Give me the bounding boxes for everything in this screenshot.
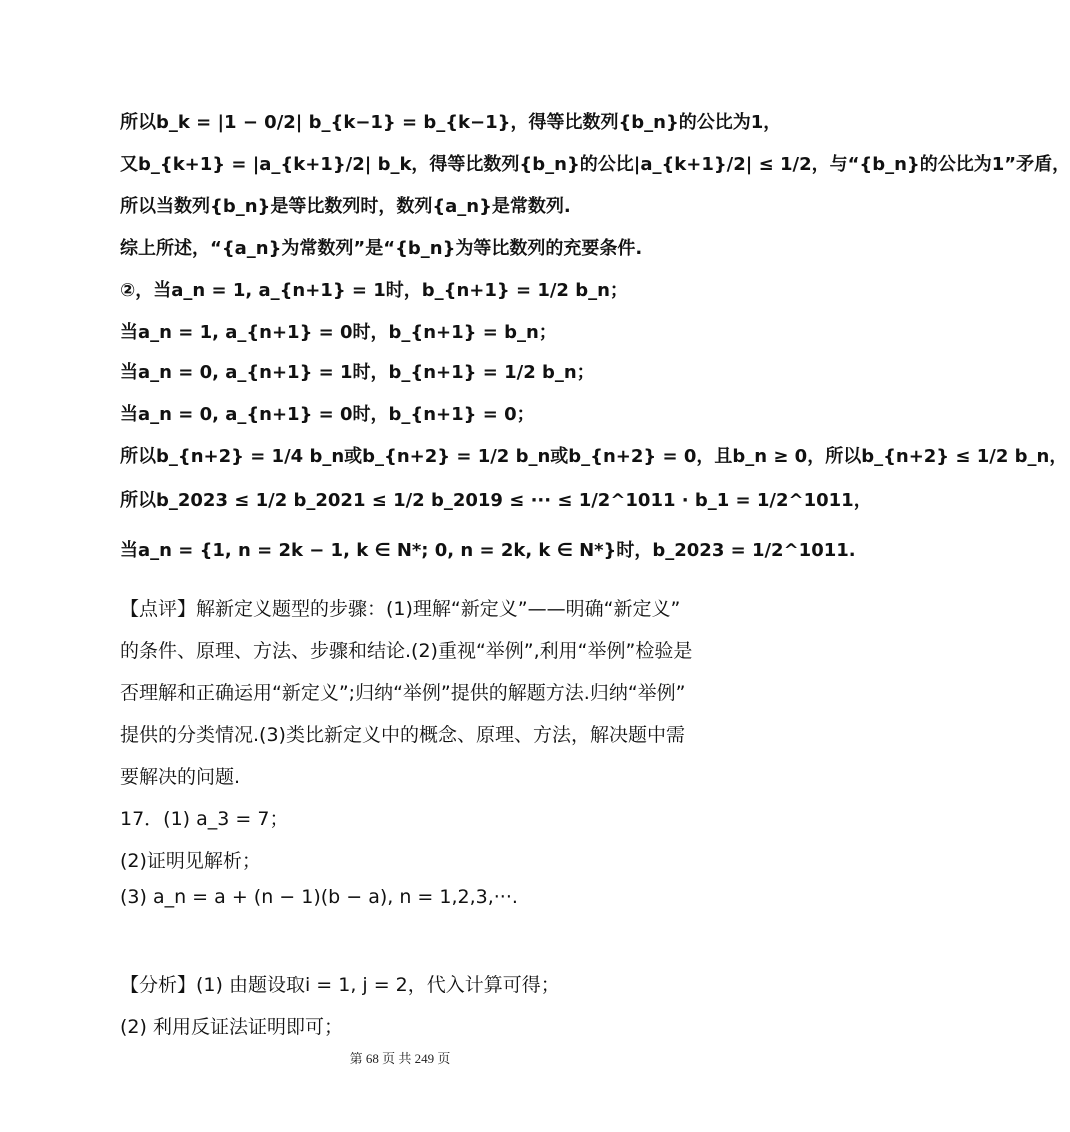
conclusion-line: 综上所述，“{a_n}为常数列”是“{b_n}为等比数列的充要条件. (120, 238, 643, 259)
piecewise-line: 当a_n = {1, n = 2k − 1, k ∈ N*; 0, n = 2k, k ∈ N*}时，b_2023 = 1/2^1011. (120, 540, 856, 561)
case-intro-line: ②，当a_n = 1, a_{n+1} = 1时，b_{n+1} = 1/2 b_n； (120, 280, 628, 301)
page-footer: 第 68 页 共 249 页 (349, 1051, 451, 1066)
case-line-4: 当a_n = 0, a_{n+1} = 0时，b_{n+1} = 0； (120, 404, 535, 425)
analysis-line-2: (2) 利用反证法证明即可； (120, 1016, 343, 1038)
answer-17-part2: (2)证明见解析； (120, 850, 261, 872)
comment-line-2: 的条件、原理、方法、步骤和结论.(2)重视“举例”,利用“举例”检验是 (120, 640, 693, 662)
bound-line: 所以b_{n+2} = 1/4 b_n或b_{n+2} = 1/2 b_n或b_{n+2} = 0，且b_n ≥ 0，所以b_{n+2} ≤ 1/2 b_n， (120, 446, 1068, 467)
answer-17-part3: (3) a_n = a + (n − 1)(b − a), n = 1,2,3,···. (120, 886, 518, 908)
case-line-3: 当a_n = 0, a_{n+1} = 1时，b_{n+1} = 1/2 b_n； (120, 362, 595, 383)
solution-line-3: 所以当数列{b_n}是等比数列时，数列{a_n}是常数列. (120, 196, 571, 217)
comment-line-4: 提供的分类情况.(3)类比新定义中的概念、原理、方法，解决题中需 (120, 724, 685, 746)
solution-line-2: 又b_{k+1} = |a_{k+1}/2| b_k，得等比数列{b_n}的公比|a_{k+1}/2| ≤ 1/2，与“{b_n}的公比为1”矛盾， (120, 154, 1070, 175)
comment-line-1: 【点评】解新定义题型的步骤：(1)理解“新定义”——明确“新定义” (120, 598, 681, 620)
case-line-2: 当a_n = 1, a_{n+1} = 0时，b_{n+1} = b_n； (120, 322, 557, 343)
comment-line-5: 要解决的问题. (120, 766, 241, 788)
comment-line-3: 否理解和正确运用“新定义”;归纳“举例”提供的解题方法.归纳“举例” (120, 682, 686, 704)
solution-line-1: 所以b_k = |1 − 0/2| b_{k−1} = b_{k−1}，得等比数列{b_n}的公比为1， (120, 112, 782, 133)
answer-17-part1: 17．(1) a_3 = 7； (120, 808, 289, 830)
analysis-line-1: 【分析】(1) 由题设取i = 1, j = 2，代入计算可得； (120, 974, 560, 996)
chain-inequality-line: 所以b_2023 ≤ 1/2 b_2021 ≤ 1/2 b_2019 ≤ ··· ≤ 1/2^1011 · b_1 = 1/2^1011， (120, 490, 872, 511)
